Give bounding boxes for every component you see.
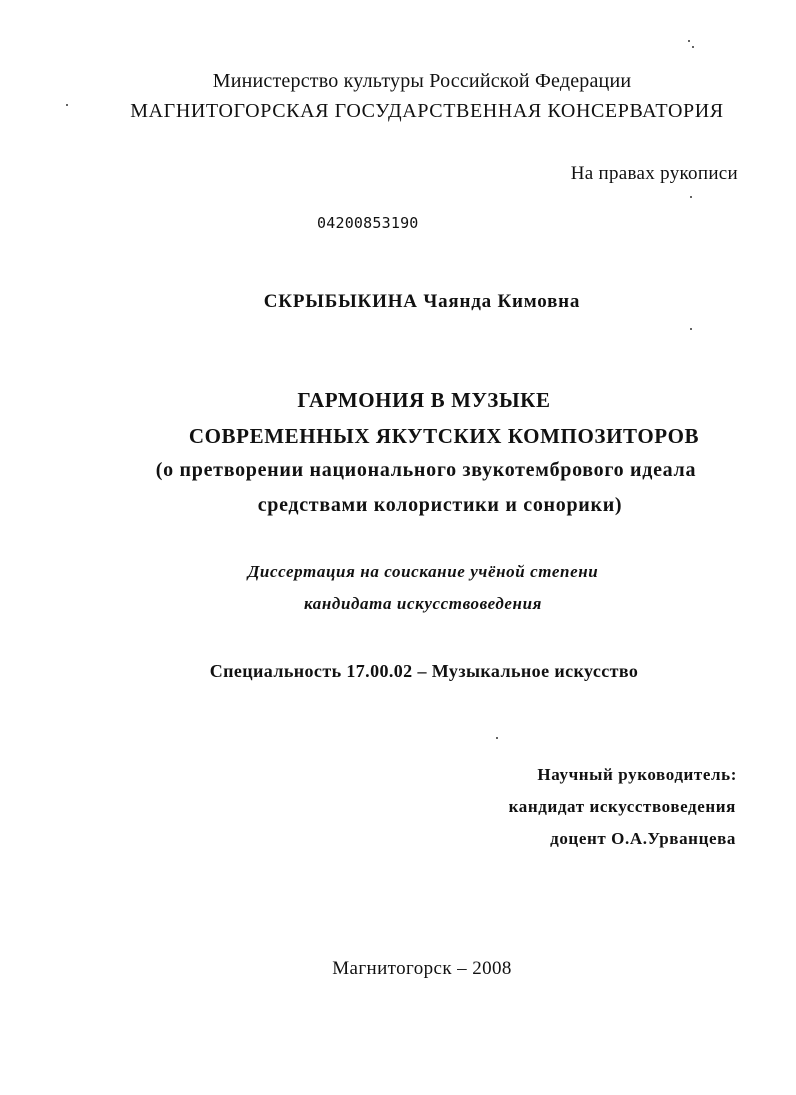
author-name: СКРЫБЫКИНА Чаянда Кимовна	[263, 291, 581, 312]
subtitle-line-2: средствами колористики и сонорики)	[257, 494, 623, 516]
scan-speck	[688, 40, 690, 42]
dissertation-line-2: кандидата искусствоведения	[303, 594, 542, 613]
institution-name: МАГНИТОГОРСКАЯ ГОСУДАРСТВЕННАЯ КОНСЕРВАТОРИЯ	[130, 100, 724, 122]
scan-speck	[690, 328, 692, 330]
scan-speck	[496, 737, 498, 739]
scan-speck	[692, 46, 694, 48]
specialty: Специальность 17.00.02 – Музыкальное искусство	[209, 661, 639, 681]
dissertation-line-1: Диссертация на соискание учёной степени	[247, 562, 599, 581]
advisor-degree: кандидат искусствоведения	[508, 797, 736, 816]
advisor-label: Научный руководитель:	[537, 765, 737, 784]
scan-speck	[66, 104, 68, 106]
ministry-name: Министерство культуры Российской Федерации	[212, 70, 632, 92]
title-line-1: ГАРМОНИЯ В МУЗЫКЕ	[297, 388, 551, 412]
catalog-number: 04200853190	[317, 214, 419, 232]
title-line-2: СОВРЕМЕННЫХ ЯКУТСКИХ КОМПОЗИТОРОВ	[188, 424, 700, 448]
scan-speck	[690, 196, 692, 198]
city-year: Магнитогорск – 2008	[332, 958, 512, 979]
manuscript-note: На правах рукописи	[570, 163, 738, 184]
subtitle-line-1: (о претворении национального звукотембрового идеала	[155, 459, 697, 481]
advisor-name: доцент О.А.Урванцева	[550, 829, 736, 848]
